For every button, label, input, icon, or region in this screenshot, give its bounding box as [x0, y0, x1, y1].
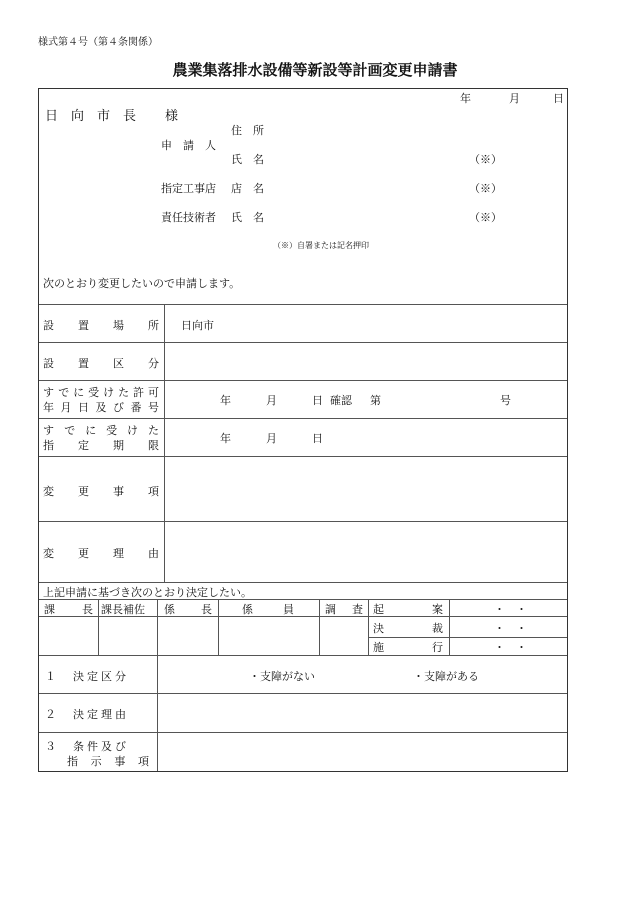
- page-title: 農業集落排水設備等新設等計画変更申請書: [172, 61, 458, 79]
- permit-confirm: 確認: [330, 394, 352, 407]
- date-month: 月: [509, 92, 520, 105]
- step-draft-label: 起案: [373, 603, 443, 616]
- applicant-seal-mark: （※）: [469, 153, 502, 166]
- applicant-role: 申 請 人: [161, 139, 216, 152]
- approval-header-staff: 係 員: [242, 603, 294, 616]
- location-label: 設置場所: [43, 319, 159, 332]
- applicant-name-label: 氏 名: [231, 153, 264, 166]
- application-form: [38, 88, 568, 772]
- date-year: 年: [460, 92, 471, 105]
- permit-month: 月: [266, 394, 277, 407]
- addressee-name: 日 向 市 長: [45, 109, 137, 124]
- designation-day: 日: [312, 432, 323, 445]
- contractor-seal-mark: （※）: [469, 182, 502, 195]
- change-reason-label: 変更理由: [43, 547, 159, 560]
- contractor-role: 指定工事店: [161, 182, 216, 195]
- designation-label-line1: すでに受けた: [43, 424, 159, 437]
- designation-label-line2: 指定期限: [43, 439, 159, 452]
- engineer-name-label: 氏 名: [231, 211, 264, 224]
- engineer-role: 責任技術者: [161, 211, 216, 224]
- change-item-label: 変更事項: [43, 485, 159, 498]
- step-enforce-dots: ・ ・: [494, 641, 527, 654]
- conditions-label-line2: 指示事項: [67, 755, 149, 768]
- date-day: 日: [553, 92, 564, 105]
- category-label: 設置区分: [43, 357, 159, 370]
- approval-header-investigation: 調 査: [325, 603, 363, 616]
- decision-class-label: １ 決定区分: [45, 670, 129, 683]
- applicant-address-label: 住 所: [231, 124, 264, 137]
- approval-header-unit-chief: 係 長: [164, 603, 212, 616]
- location-value: 日向市: [181, 319, 214, 332]
- approval-header-section-chief: 課 長: [44, 603, 93, 616]
- decision-statement: 上記申請に基づき次のとおり決定したい。: [43, 586, 252, 599]
- designation-month: 月: [266, 432, 277, 445]
- engineer-seal-mark: （※）: [469, 211, 502, 224]
- step-draft-dots: ・ ・: [494, 603, 527, 616]
- request-statement: 次のとおり変更したいので申請します。: [43, 277, 241, 290]
- permit-number-suffix: 号: [500, 394, 511, 407]
- permit-number-prefix: 第: [370, 394, 381, 407]
- step-enforce-label: 施行: [373, 641, 443, 654]
- approval-header-deputy-chief: 課長補佐: [101, 603, 145, 616]
- option-obstacle: ・支障がある: [413, 670, 479, 683]
- step-approval-dots: ・ ・: [494, 622, 527, 635]
- conditions-label-line1: ３ 条件及び: [45, 740, 129, 753]
- designation-year: 年: [220, 432, 231, 445]
- contractor-name-label: 店 名: [231, 182, 264, 195]
- permit-label-line1: すでに受けた許可: [43, 386, 159, 399]
- option-no-obstacle: ・支障がない: [249, 670, 315, 683]
- permit-year: 年: [220, 394, 231, 407]
- step-approval-label: 決裁: [373, 622, 443, 635]
- permit-day: 日: [312, 394, 323, 407]
- signature-note: （※）自署または記名押印: [273, 241, 369, 250]
- decision-reason-label: ２ 決定理由: [45, 708, 129, 721]
- addressee-honorific: 様: [165, 109, 179, 124]
- form-number: 様式第４号（第４条関係）: [38, 37, 158, 48]
- permit-label-line2: 年月日及び番号: [43, 401, 159, 414]
